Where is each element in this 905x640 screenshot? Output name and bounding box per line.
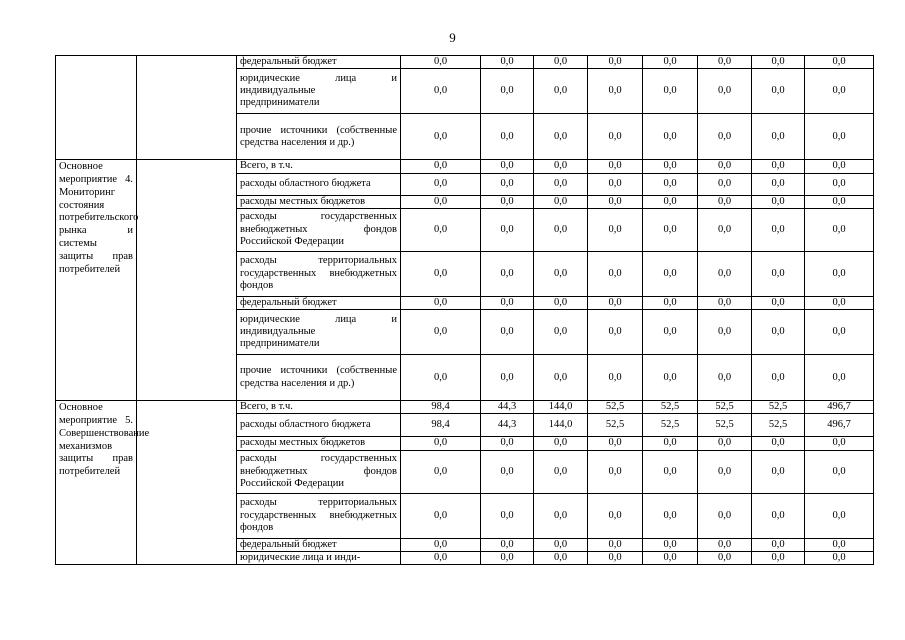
- value-cell: 0,0: [643, 114, 698, 160]
- value-cell: 0,0: [401, 552, 481, 565]
- value-cell: 0,0: [401, 538, 481, 551]
- value-cell: 52,5: [588, 414, 643, 437]
- table-row: [56, 401, 874, 414]
- funding-source-cell: расходы территориальных государственных внебюджетных фондов: [237, 493, 401, 538]
- value-cell: 0,0: [698, 355, 752, 401]
- value-cell: 0,0: [643, 538, 698, 551]
- value-cell: 0,0: [401, 355, 481, 401]
- value-cell: 0,0: [401, 208, 481, 251]
- funding-source-cell: федеральный бюджет: [237, 538, 401, 551]
- value-cell: 0,0: [805, 538, 874, 551]
- value-cell: 0,0: [534, 251, 588, 296]
- funding-source-cell: федеральный бюджет: [237, 296, 401, 309]
- measure-cell: Основное мероприятие 5. Совершенствование механизмов защиты прав потребителей: [56, 401, 137, 565]
- value-cell: 52,5: [752, 401, 805, 414]
- value-cell: 0,0: [643, 296, 698, 309]
- value-cell: 0,0: [534, 493, 588, 538]
- value-cell: 0,0: [534, 310, 588, 355]
- table-row: [56, 56, 874, 69]
- value-cell: 0,0: [534, 195, 588, 208]
- value-cell: 0,0: [643, 195, 698, 208]
- value-cell: 0,0: [805, 160, 874, 173]
- value-cell: 0,0: [698, 114, 752, 160]
- funding-source-cell: юридические лица и инди-: [237, 552, 401, 565]
- value-cell: 0,0: [805, 56, 874, 69]
- value-cell: 0,0: [534, 450, 588, 493]
- value-cell: 0,0: [534, 437, 588, 450]
- executor-cell: [137, 56, 237, 160]
- value-cell: 0,0: [643, 251, 698, 296]
- funding-source-cell: расходы государственных внебюджетных фондов Российской Федерации: [237, 450, 401, 493]
- value-cell: 44,3: [481, 414, 534, 437]
- value-cell: 0,0: [481, 114, 534, 160]
- value-cell: 0,0: [481, 208, 534, 251]
- value-cell: 0,0: [752, 437, 805, 450]
- value-cell: 0,0: [588, 160, 643, 173]
- value-cell: 0,0: [588, 173, 643, 195]
- value-cell: 0,0: [588, 114, 643, 160]
- funding-source-cell: прочие источники (собственные средства населения и др.): [237, 355, 401, 401]
- funding-source-cell: юридические лица и индивидуальные предприниматели: [237, 310, 401, 355]
- value-cell: 0,0: [698, 450, 752, 493]
- value-cell: 0,0: [698, 173, 752, 195]
- value-cell: 0,0: [588, 56, 643, 69]
- value-cell: 0,0: [643, 552, 698, 565]
- value-cell: 0,0: [534, 56, 588, 69]
- value-cell: 0,0: [752, 296, 805, 309]
- value-cell: 0,0: [401, 56, 481, 69]
- page-number: 9: [449, 30, 456, 45]
- value-cell: 52,5: [643, 401, 698, 414]
- funding-source-cell: прочие источники (собственные средства населения и др.): [237, 114, 401, 160]
- value-cell: 0,0: [401, 173, 481, 195]
- value-cell: 0,0: [698, 195, 752, 208]
- funding-source-cell: расходы местных бюджетов: [237, 437, 401, 450]
- measure-cell: [56, 56, 137, 160]
- value-cell: 0,0: [752, 552, 805, 565]
- value-cell: 0,0: [481, 538, 534, 551]
- value-cell: 0,0: [401, 114, 481, 160]
- value-cell: 0,0: [401, 437, 481, 450]
- value-cell: 0,0: [534, 355, 588, 401]
- measure-cell: Основное мероприятие 4. Мониторинг состояния потребительского рынка и системы защиты прав потребителей: [56, 160, 137, 401]
- value-cell: 0,0: [534, 114, 588, 160]
- value-cell: 0,0: [534, 173, 588, 195]
- value-cell: 0,0: [534, 160, 588, 173]
- value-cell: 0,0: [588, 69, 643, 114]
- value-cell: 0,0: [401, 69, 481, 114]
- value-cell: 0,0: [534, 552, 588, 565]
- value-cell: 0,0: [805, 296, 874, 309]
- value-cell: 0,0: [805, 310, 874, 355]
- value-cell: 0,0: [805, 450, 874, 493]
- value-cell: 0,0: [805, 173, 874, 195]
- value-cell: 0,0: [805, 552, 874, 565]
- executor-cell: [137, 160, 237, 401]
- funding-source-cell: федеральный бюджет: [237, 56, 401, 69]
- value-cell: 0,0: [534, 69, 588, 114]
- value-cell: 0,0: [401, 450, 481, 493]
- value-cell: 0,0: [698, 251, 752, 296]
- value-cell: 0,0: [588, 296, 643, 309]
- value-cell: 0,0: [401, 195, 481, 208]
- value-cell: 0,0: [698, 56, 752, 69]
- value-cell: 0,0: [752, 450, 805, 493]
- value-cell: 52,5: [588, 401, 643, 414]
- table-row: [56, 160, 874, 173]
- value-cell: 0,0: [481, 195, 534, 208]
- value-cell: 0,0: [643, 208, 698, 251]
- value-cell: 0,0: [534, 296, 588, 309]
- value-cell: 0,0: [805, 437, 874, 450]
- value-cell: 98,4: [401, 414, 481, 437]
- value-cell: 0,0: [698, 310, 752, 355]
- value-cell: 0,0: [805, 493, 874, 538]
- value-cell: 0,0: [698, 69, 752, 114]
- value-cell: 0,0: [481, 450, 534, 493]
- value-cell: 0,0: [752, 251, 805, 296]
- value-cell: 0,0: [643, 160, 698, 173]
- value-cell: 0,0: [805, 195, 874, 208]
- value-cell: 0,0: [643, 56, 698, 69]
- value-cell: 52,5: [643, 414, 698, 437]
- value-cell: 44,3: [481, 401, 534, 414]
- value-cell: 0,0: [481, 173, 534, 195]
- executor-cell: [137, 401, 237, 565]
- funding-source-cell: расходы государственных внебюджетных фондов Российской Федерации: [237, 208, 401, 251]
- funding-source-cell: расходы областного бюджета: [237, 414, 401, 437]
- value-cell: 0,0: [805, 251, 874, 296]
- value-cell: 0,0: [698, 160, 752, 173]
- value-cell: 0,0: [481, 296, 534, 309]
- value-cell: 52,5: [698, 414, 752, 437]
- value-cell: 0,0: [752, 538, 805, 551]
- value-cell: 0,0: [481, 493, 534, 538]
- value-cell: 0,0: [588, 538, 643, 551]
- value-cell: 496,7: [805, 414, 874, 437]
- funding-source-cell: Всего, в т.ч.: [237, 401, 401, 414]
- value-cell: 0,0: [752, 56, 805, 69]
- funding-source-cell: расходы областного бюджета: [237, 173, 401, 195]
- value-cell: 144,0: [534, 401, 588, 414]
- value-cell: 0,0: [401, 251, 481, 296]
- value-cell: 0,0: [752, 160, 805, 173]
- value-cell: 0,0: [643, 450, 698, 493]
- value-cell: 0,0: [752, 114, 805, 160]
- value-cell: 0,0: [752, 493, 805, 538]
- value-cell: 0,0: [752, 208, 805, 251]
- value-cell: 0,0: [588, 552, 643, 565]
- value-cell: 0,0: [643, 173, 698, 195]
- budget-table: [55, 55, 874, 565]
- value-cell: 0,0: [401, 310, 481, 355]
- value-cell: 0,0: [805, 208, 874, 251]
- value-cell: 0,0: [481, 552, 534, 565]
- value-cell: 144,0: [534, 414, 588, 437]
- value-cell: 0,0: [805, 114, 874, 160]
- value-cell: 0,0: [401, 296, 481, 309]
- value-cell: 0,0: [481, 355, 534, 401]
- value-cell: 0,0: [752, 173, 805, 195]
- value-cell: 0,0: [643, 355, 698, 401]
- value-cell: 0,0: [698, 538, 752, 551]
- value-cell: 0,0: [805, 69, 874, 114]
- value-cell: 0,0: [588, 195, 643, 208]
- value-cell: 0,0: [588, 251, 643, 296]
- value-cell: 0,0: [643, 310, 698, 355]
- value-cell: 52,5: [698, 401, 752, 414]
- value-cell: 0,0: [752, 69, 805, 114]
- value-cell: 0,0: [534, 208, 588, 251]
- value-cell: 0,0: [481, 56, 534, 69]
- value-cell: 0,0: [401, 160, 481, 173]
- value-cell: 0,0: [643, 69, 698, 114]
- value-cell: 0,0: [481, 310, 534, 355]
- value-cell: 0,0: [588, 450, 643, 493]
- value-cell: 98,4: [401, 401, 481, 414]
- value-cell: 0,0: [481, 437, 534, 450]
- value-cell: 0,0: [588, 208, 643, 251]
- value-cell: 0,0: [588, 437, 643, 450]
- value-cell: 0,0: [698, 208, 752, 251]
- value-cell: 0,0: [588, 355, 643, 401]
- value-cell: 0,0: [643, 437, 698, 450]
- value-cell: 0,0: [401, 493, 481, 538]
- funding-source-cell: юридические лица и индивидуальные предприниматели: [237, 69, 401, 114]
- funding-source-cell: расходы территориальных государственных внебюджетных фондов: [237, 251, 401, 296]
- value-cell: 0,0: [752, 195, 805, 208]
- value-cell: 0,0: [588, 493, 643, 538]
- value-cell: 0,0: [643, 493, 698, 538]
- value-cell: 0,0: [481, 69, 534, 114]
- value-cell: 52,5: [752, 414, 805, 437]
- value-cell: 0,0: [481, 160, 534, 173]
- value-cell: 0,0: [698, 437, 752, 450]
- value-cell: 0,0: [752, 310, 805, 355]
- value-cell: 0,0: [588, 310, 643, 355]
- value-cell: 0,0: [805, 355, 874, 401]
- value-cell: 496,7: [805, 401, 874, 414]
- value-cell: 0,0: [698, 493, 752, 538]
- funding-source-cell: Всего, в т.ч.: [237, 160, 401, 173]
- value-cell: 0,0: [534, 538, 588, 551]
- funding-source-cell: расходы местных бюджетов: [237, 195, 401, 208]
- value-cell: 0,0: [698, 552, 752, 565]
- value-cell: 0,0: [752, 355, 805, 401]
- value-cell: 0,0: [481, 251, 534, 296]
- value-cell: 0,0: [698, 296, 752, 309]
